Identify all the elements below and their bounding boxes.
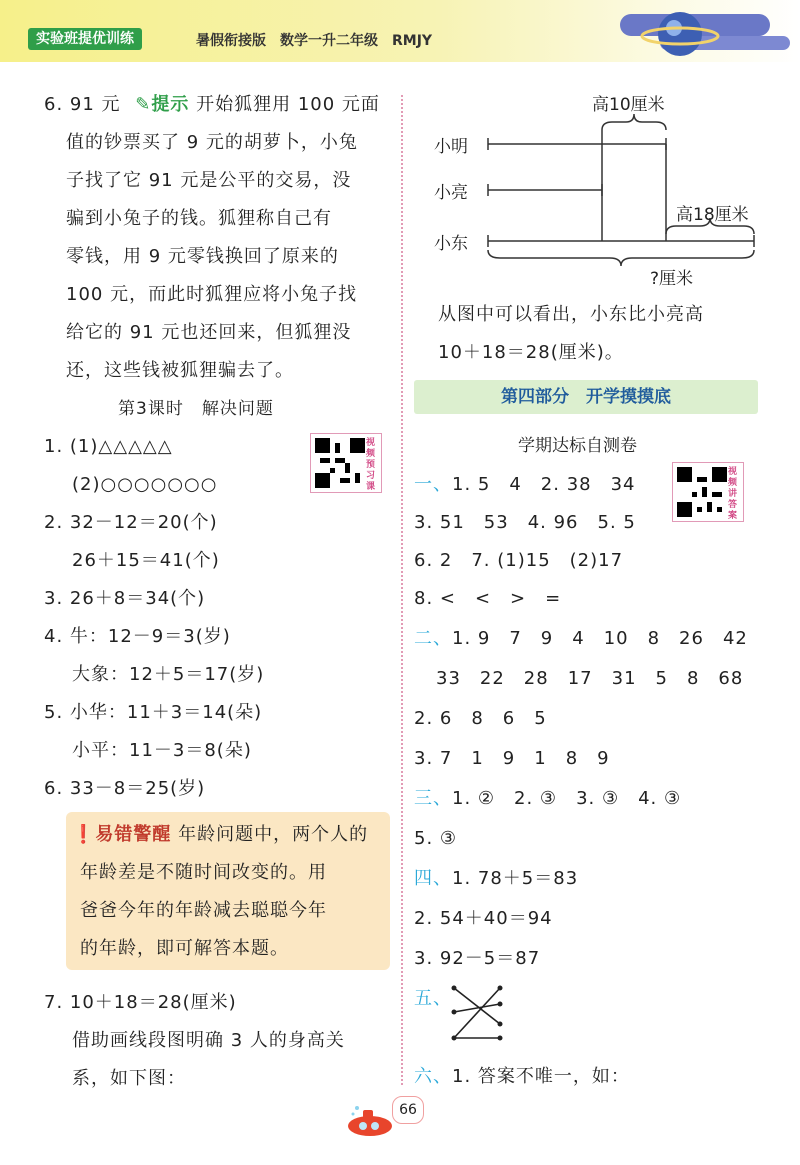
section-mark-2: 二、 — [414, 628, 452, 649]
s1-line-d: 8. < < > = — [414, 588, 562, 609]
warning-label: ❗易错警醒 — [72, 824, 172, 845]
q6-line: 6. 33－8＝25(岁) — [44, 778, 206, 799]
s2-line-d: 3. 7 1 9 1 8 9 — [414, 748, 610, 769]
section-mark-1: 一、 — [414, 474, 452, 495]
p6-line-4: 骗到小兔子的钱。狐狸称自己有 — [66, 208, 332, 229]
exam-title: 学期达标自测卷 — [518, 436, 637, 456]
s6-line-a: 1. 答案不唯一，如： — [452, 1066, 630, 1087]
diagram-name-xiaodong: 小东 — [434, 234, 468, 254]
p6-text: 开始狐狸用 100 元面 — [196, 94, 380, 115]
q7-line-b: 借助画线段图明确 3 人的身高关 — [72, 1030, 345, 1051]
q5-line-b: 小平：11－3＝8(朵) — [72, 740, 252, 761]
section-heading: 第四部分 开学摸摸底 — [414, 380, 758, 414]
q7-line-c: 系，如下图： — [72, 1068, 186, 1089]
submarine-icon — [345, 1102, 395, 1138]
p6-line-2: 值的钞票买了 9 元的胡萝卜，小兔 — [66, 132, 358, 153]
s2-line-c: 2. 6 8 6 5 — [414, 708, 547, 729]
page-number: 66 — [392, 1096, 424, 1124]
diagram-explanation-2: 10＋18＝28(厘米)。 — [438, 342, 624, 363]
diagram-right-label: 高18厘米 — [676, 205, 749, 225]
lesson-title: 第3课时 解决问题 — [118, 399, 274, 419]
section-mark-4: 四、 — [414, 868, 452, 889]
p6-line-5: 零钱，用 9 元零钱换回了原来的 — [66, 246, 339, 267]
warning-line-4: 的年龄，即可解答本题。 — [80, 938, 289, 959]
qr-label: 视频讲答案 — [728, 467, 738, 521]
q2-line-a: 2. 32－12＝20(个) — [44, 512, 218, 533]
s1-line-a: 1. 5 4 2. 38 34 — [452, 474, 636, 495]
s2-line-a: 1. 9 7 9 4 10 8 26 42 — [452, 628, 748, 649]
qr-label: 视频预习课 — [366, 438, 377, 492]
book-subtitle: 暑假衔接版 数学一升二年级 RMJY — [196, 33, 433, 49]
s4-line-a: 1. 78＋5＝83 — [452, 868, 579, 889]
tip-label: ✎提示 — [135, 94, 190, 115]
p6-line-3: 子找了它 91 元是公平的交易，没 — [66, 170, 352, 191]
s1-line-c: 6. 2 7. (1)15 (2)17 — [414, 550, 624, 571]
q5-line-a: 5. 小华：11＋3＝14(朵) — [44, 702, 263, 723]
q4-line-a: 4. 牛：12－9＝3(岁) — [44, 626, 231, 647]
q3-line: 3. 26＋8＝34(个) — [44, 588, 206, 609]
s2-line-b: 33 22 28 17 31 5 8 68 — [436, 668, 744, 689]
p6-line-8: 还，这些钱被狐狸骗去了。 — [66, 360, 294, 381]
diagram-bottom-label: ?厘米 — [650, 269, 694, 289]
warning-text: 年龄问题中，两个人的 — [178, 824, 369, 845]
q4-line-b: 大象：12＋5＝17(岁) — [72, 664, 265, 685]
s3-line-b: 5. ③ — [414, 828, 458, 849]
warning-line-2: 年龄差是不随时间改变的。用 — [80, 862, 327, 883]
p6-line-7: 给它的 91 元也还回来，但狐狸没 — [66, 322, 352, 343]
q1-line-a: 1. (1)△△△△△ — [44, 436, 173, 457]
section-mark-6: 六、 — [414, 1066, 452, 1087]
matching-lines — [448, 984, 506, 1042]
diagram-name-xiaoming: 小明 — [434, 137, 468, 157]
warning-line-3: 爸爸今年的年龄减去聪聪今年 — [80, 900, 327, 921]
s1-line-b: 3. 51 53 4. 96 5. 5 — [414, 512, 636, 533]
q2-line-b: 26＋15＝41(个) — [72, 550, 220, 571]
section-mark-5: 五、 — [414, 988, 452, 1009]
q7-line-a: 7. 10＋18＝28(厘米) — [44, 992, 237, 1013]
diagram-name-xiaoliang: 小亮 — [434, 183, 468, 203]
s4-line-b: 2. 54＋40＝94 — [414, 908, 553, 929]
p6-number: 6. 91 元 — [44, 94, 121, 115]
s3-line-a: 1. ② 2. ③ 3. ③ 4. ③ — [452, 788, 682, 809]
section-mark-3: 三、 — [414, 788, 452, 809]
q1-line-b: (2)○○○○○○○ — [72, 474, 218, 495]
p6-line-6: 100 元，而此时狐狸应将小兔子找 — [66, 284, 358, 305]
diagram-top-label: 高10厘米 — [592, 95, 665, 115]
series-brand: 实验班提优训练 — [28, 28, 142, 50]
s4-line-c: 3. 92－5＝87 — [414, 948, 541, 969]
diagram-explanation-1: 从图中可以看出，小东比小亮高 — [438, 304, 704, 325]
